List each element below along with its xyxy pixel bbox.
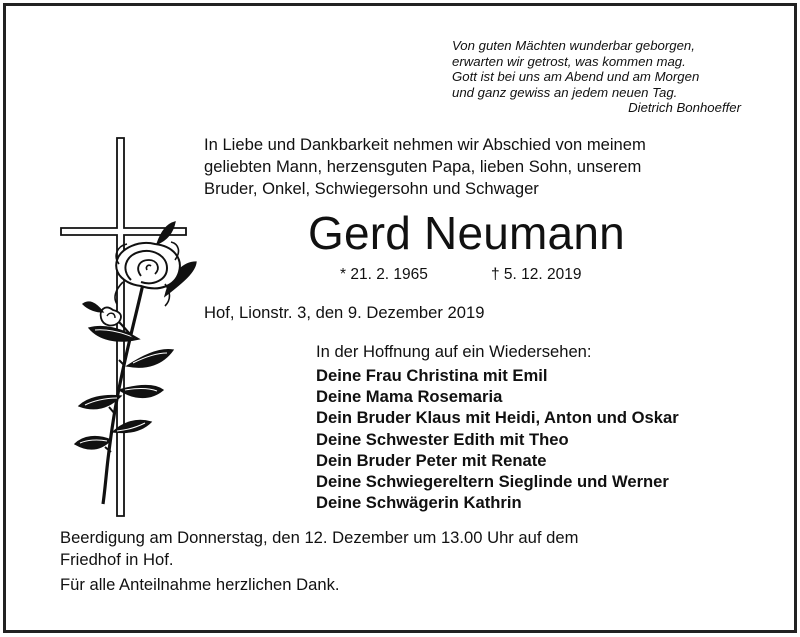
- family-member: Deine Schwägerin Kathrin: [316, 493, 522, 513]
- family-member: Dein Bruder Klaus mit Heidi, Anton und Oskar: [316, 408, 679, 428]
- intro-line: In Liebe und Dankbarkeit nehmen wir Abschied von meinem: [204, 135, 646, 154]
- hope-line: In der Hoffnung auf ein Wiedersehen:: [316, 342, 592, 361]
- quote-line: Von guten Mächten wunderbar geborgen,: [452, 38, 695, 53]
- deceased-name: Gerd Neumann: [308, 207, 625, 259]
- family-list: [316, 365, 679, 513]
- family-member: Deine Schwester Edith mit Theo: [316, 429, 569, 449]
- funeral-info: [60, 527, 578, 571]
- rose-icon: [75, 222, 196, 504]
- quote-line: erwarten wir getrost, was kommen mag.: [452, 53, 686, 69]
- death-date: † 5. 12. 2019: [491, 266, 582, 283]
- family-member: Deine Schwiegereltern Sieglinde und Werner: [316, 472, 669, 492]
- family-member: Deine Frau Christina mit Emil: [316, 366, 548, 385]
- family-member: Dein Bruder Peter mit Renate: [316, 450, 547, 470]
- funeral-line: Beerdigung am Donnerstag, den 12. Dezember um 13.00 Uhr auf dem: [60, 528, 579, 547]
- bonhoeffer-quote: [452, 38, 747, 116]
- family-member: Deine Mama Rosemaria: [316, 387, 503, 407]
- place-and-date: Hof, Lionstr. 3, den 9. Dezember 2019: [204, 303, 485, 322]
- intro-text: [204, 134, 646, 200]
- birth-date: * 21. 2. 1965: [340, 266, 428, 283]
- quote-line: und ganz gewiss an jedem neuen Tag.: [452, 84, 678, 100]
- funeral-line: Friedhof in Hof.: [60, 550, 174, 569]
- quote-author: Dietrich Bonhoeffer: [628, 100, 741, 116]
- cross-and-rose: [55, 134, 200, 519]
- thanks-line: Für alle Anteilnahme herzlichen Dank.: [60, 575, 340, 594]
- quote-line: Gott ist bei uns am Abend und am Morgen: [452, 69, 700, 85]
- intro-line: Bruder, Onkel, Schwiegersohn und Schwager: [204, 179, 539, 198]
- intro-line: geliebten Mann, herzensguten Papa, lieben Sohn, unserem: [204, 157, 642, 176]
